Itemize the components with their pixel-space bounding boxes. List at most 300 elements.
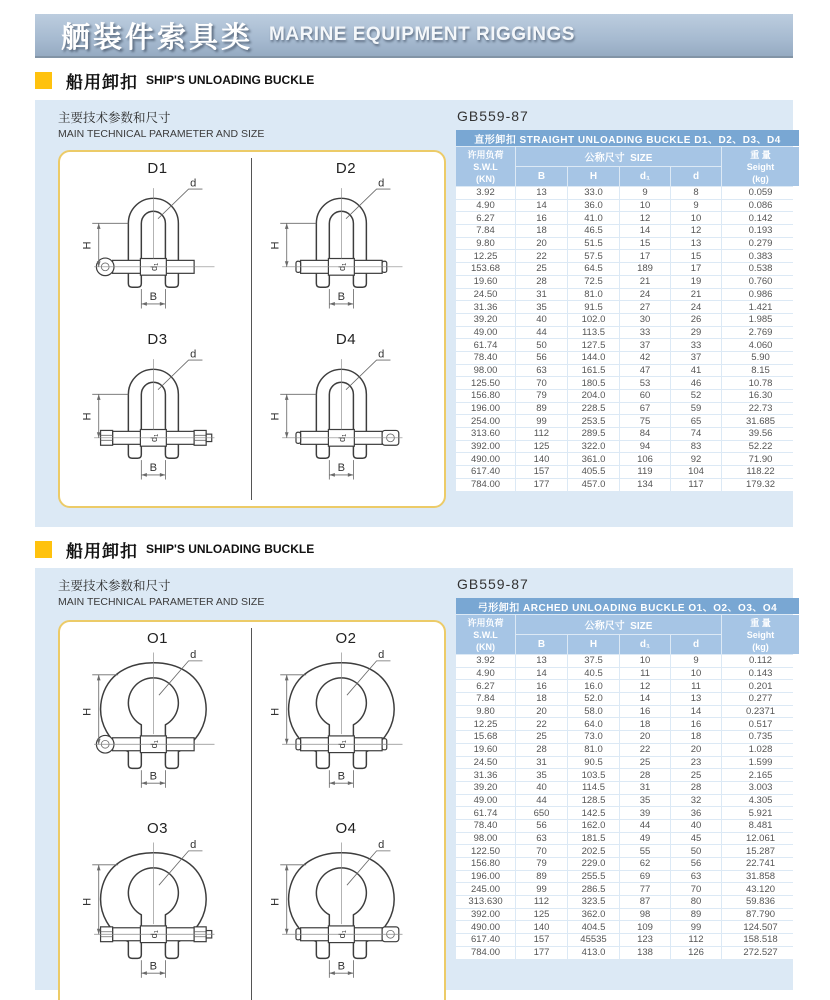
table-cell: 10 xyxy=(671,212,721,224)
table-cell: 31.36 xyxy=(456,301,515,313)
table-cell: 140 xyxy=(516,921,567,933)
table-cell: 50 xyxy=(516,339,567,351)
table-cell: 99 xyxy=(671,921,721,933)
diagram-label: O1 xyxy=(146,630,168,647)
dim-label-d1: d₁ xyxy=(148,262,159,271)
table-cell: 28 xyxy=(620,769,670,781)
table-cell: 144.0 xyxy=(568,352,619,364)
table-cell: 16 xyxy=(671,718,721,730)
table-cell: 27 xyxy=(620,301,670,313)
table-cell: 9 xyxy=(671,655,721,667)
table-cell: 15.287 xyxy=(722,845,799,857)
table-cell: 5.90 xyxy=(722,352,799,364)
table-row xyxy=(456,896,799,908)
section-title-en: SHIP'S UNLOADING BUCKLE xyxy=(146,73,315,87)
table-cell: 189 xyxy=(620,263,670,275)
diagram-cell-d2 xyxy=(252,158,440,329)
table-cell: 31 xyxy=(516,757,567,769)
table-cell: 490.00 xyxy=(456,453,515,465)
table-title: 弓形卸扣 ARCHED UNLOADING BUCKLE O1、O2、O3、O4 xyxy=(456,598,799,614)
table-cell: 0.735 xyxy=(722,731,799,743)
col-header-size: 公称尺寸 SIZE xyxy=(516,615,721,634)
col-header-weight: 重 量 Seight (kg) xyxy=(722,147,799,186)
table-cell: 28 xyxy=(671,782,721,794)
table-cell: 123 xyxy=(620,934,670,946)
table-cell: 20 xyxy=(516,238,567,250)
section-heading-1 xyxy=(35,68,314,92)
table-cell: 289.5 xyxy=(568,428,619,440)
dim-label-b: B xyxy=(337,462,346,475)
table-cell: 3.92 xyxy=(456,187,515,199)
col-header-swl: 许用负荷 S.W.L (KN) xyxy=(456,615,515,654)
table-cell: 37.5 xyxy=(568,655,619,667)
section-panel-2 xyxy=(35,568,793,990)
table-cell: 14 xyxy=(620,693,670,705)
table-cell: 0.517 xyxy=(722,718,799,730)
diagram-cell-o1 xyxy=(64,628,252,818)
table-cell: 11 xyxy=(620,668,670,680)
table-cell: 63 xyxy=(671,871,721,883)
table-cell: 63 xyxy=(516,833,567,845)
table-cell: 71.90 xyxy=(722,453,799,465)
table-cell: 17 xyxy=(671,263,721,275)
dim-label-d1: d₁ xyxy=(337,262,348,271)
table-cell: 20 xyxy=(671,744,721,756)
table-cell: 14 xyxy=(620,225,670,237)
table-cell: 4.060 xyxy=(722,339,799,351)
table-cell: 4.90 xyxy=(456,200,515,212)
table-cell: 404.5 xyxy=(568,921,619,933)
table-cell: 52.22 xyxy=(722,441,799,453)
table-cell: 153.68 xyxy=(456,263,515,275)
table-cell: 0.142 xyxy=(722,212,799,224)
col-header-h: H xyxy=(568,167,619,186)
table-cell: 18 xyxy=(516,225,567,237)
table-cell: 8.15 xyxy=(722,365,799,377)
table-cell: 0.193 xyxy=(722,225,799,237)
table-cell: 106 xyxy=(620,453,670,465)
table-cell: 102.0 xyxy=(568,314,619,326)
table-cell: 51.5 xyxy=(568,238,619,250)
table-cell: 127.5 xyxy=(568,339,619,351)
table-cell: 50 xyxy=(671,845,721,857)
table-cell: 24.50 xyxy=(456,289,515,301)
table-cell: 61.74 xyxy=(456,807,515,819)
diagram-box-straight xyxy=(58,150,446,508)
dim-label-d: d xyxy=(189,177,196,190)
table-cell: 313.60 xyxy=(456,428,515,440)
table-cell: 33 xyxy=(671,339,721,351)
table-cell: 29 xyxy=(671,327,721,339)
table-cell: 0.059 xyxy=(722,187,799,199)
dim-label-b: B xyxy=(337,960,346,973)
table-cell: 114.5 xyxy=(568,782,619,794)
table-cell: 18 xyxy=(516,693,567,705)
table-cell: 40 xyxy=(516,314,567,326)
table-row xyxy=(456,428,799,440)
table-cell: 91.5 xyxy=(568,301,619,313)
table-cell: 81.0 xyxy=(568,289,619,301)
table-cell: 46 xyxy=(671,377,721,389)
table-cell: 784.00 xyxy=(456,947,515,959)
table-row xyxy=(456,238,799,250)
o-shackle-drawing xyxy=(70,837,246,985)
table-cell: 4.305 xyxy=(722,795,799,807)
table-cell: 14 xyxy=(516,200,567,212)
table-cell: 84 xyxy=(620,428,670,440)
table-cell: 156.80 xyxy=(456,390,515,402)
table-cell: 36 xyxy=(671,807,721,819)
table-body xyxy=(456,187,799,491)
table-row xyxy=(456,263,799,275)
table-cell: 0.538 xyxy=(722,263,799,275)
table-cell: 70 xyxy=(516,377,567,389)
table-cell: 119 xyxy=(620,466,670,478)
table-cell: 22.741 xyxy=(722,858,799,870)
table-cell: 1.028 xyxy=(722,744,799,756)
diagram-label: D3 xyxy=(147,331,168,348)
diagram-box-arched xyxy=(58,620,446,1000)
table-cell: 650 xyxy=(516,807,567,819)
diagram-cell-d3 xyxy=(64,329,252,500)
table-cell: 90.5 xyxy=(568,757,619,769)
diagram-cell-d1 xyxy=(64,158,252,329)
table-cell: 162.0 xyxy=(568,820,619,832)
dim-label-d: d xyxy=(189,839,196,852)
table-cell: 157 xyxy=(516,934,567,946)
table-cell: 113.5 xyxy=(568,327,619,339)
table-cell: 229.0 xyxy=(568,858,619,870)
table-row xyxy=(456,276,799,288)
table-cell: 12 xyxy=(671,225,721,237)
dim-label-d: d xyxy=(378,839,385,852)
table-cell: 253.5 xyxy=(568,415,619,427)
table-cell: 16.0 xyxy=(568,680,619,692)
table-cell: 56 xyxy=(516,820,567,832)
table-cell: 75 xyxy=(620,415,670,427)
table-cell: 56 xyxy=(671,858,721,870)
table-row xyxy=(456,934,799,946)
table-cell: 28 xyxy=(516,744,567,756)
table-cell: 179.32 xyxy=(722,479,799,491)
table-cell: 392.00 xyxy=(456,909,515,921)
table-cell: 79 xyxy=(516,390,567,402)
table-cell: 10.78 xyxy=(722,377,799,389)
dim-label-d1: d₁ xyxy=(148,740,159,749)
table-cell: 161.5 xyxy=(568,365,619,377)
dim-label-d: d xyxy=(378,348,385,361)
diagram-label: D1 xyxy=(147,160,168,177)
table-cell: 22 xyxy=(620,744,670,756)
table-row xyxy=(456,744,799,756)
table-cell: 26 xyxy=(671,314,721,326)
diagram-label: O2 xyxy=(335,630,357,647)
table-cell: 58.0 xyxy=(568,706,619,718)
table-cell: 16 xyxy=(620,706,670,718)
table-cell: 118.22 xyxy=(722,466,799,478)
table-row xyxy=(456,339,799,351)
table-cell: 44 xyxy=(620,820,670,832)
table-cell: 20 xyxy=(620,731,670,743)
table-cell: 196.00 xyxy=(456,403,515,415)
parameter-label-en: MAIN TECHNICAL PARAMETER AND SIZE xyxy=(58,596,265,609)
table-cell: 490.00 xyxy=(456,921,515,933)
table-cell: 43.120 xyxy=(722,883,799,895)
o-shackle-drawing xyxy=(258,647,434,795)
table-cell: 1.985 xyxy=(722,314,799,326)
spec-table-straight xyxy=(455,129,800,492)
table-cell: 413.0 xyxy=(568,947,619,959)
dim-label-h: H xyxy=(80,897,93,906)
table-cell: 42 xyxy=(620,352,670,364)
diagram-cell-o3 xyxy=(64,818,252,1000)
table-cell: 204.0 xyxy=(568,390,619,402)
table-row xyxy=(456,301,799,313)
table-row xyxy=(456,365,799,377)
table-row xyxy=(456,858,799,870)
table-cell: 125.50 xyxy=(456,377,515,389)
table-cell: 180.5 xyxy=(568,377,619,389)
table-cell: 35 xyxy=(620,795,670,807)
d-shackle-drawing xyxy=(258,348,434,487)
section-heading-2 xyxy=(35,537,314,561)
table-cell: 784.00 xyxy=(456,479,515,491)
table-row xyxy=(456,947,799,959)
table-cell: 32 xyxy=(671,795,721,807)
col-header-b: B xyxy=(516,635,567,654)
table-cell: 36.0 xyxy=(568,200,619,212)
table-cell: 23 xyxy=(671,757,721,769)
table-cell: 78.40 xyxy=(456,352,515,364)
standard-label: GB559-87 xyxy=(457,108,529,124)
table-cell: 12 xyxy=(620,680,670,692)
table-cell: 16 xyxy=(516,212,567,224)
table-cell: 83 xyxy=(671,441,721,453)
table-cell: 117 xyxy=(671,479,721,491)
table-cell: 45535 xyxy=(568,934,619,946)
section-panel-1 xyxy=(35,100,793,527)
standard-label: GB559-87 xyxy=(457,576,529,592)
table-cell: 202.5 xyxy=(568,845,619,857)
table-cell: 25 xyxy=(516,731,567,743)
table-cell: 122.50 xyxy=(456,845,515,857)
table-cell: 49 xyxy=(620,833,670,845)
dim-label-b: B xyxy=(337,770,346,783)
col-header-swl: 许用负荷 S.W.L (KN) xyxy=(456,147,515,186)
table-row xyxy=(456,883,799,895)
table-cell: 12.25 xyxy=(456,718,515,730)
dim-label-d: d xyxy=(378,649,385,662)
table-cell: 19.60 xyxy=(456,744,515,756)
table-cell: 2.165 xyxy=(722,769,799,781)
table-cell: 0.112 xyxy=(722,655,799,667)
table-cell: 98.00 xyxy=(456,365,515,377)
table-cell: 272.527 xyxy=(722,947,799,959)
table-cell: 30 xyxy=(620,314,670,326)
table-cell: 177 xyxy=(516,947,567,959)
table-cell: 35 xyxy=(516,301,567,313)
table-cell: 1.599 xyxy=(722,757,799,769)
table-cell: 5.921 xyxy=(722,807,799,819)
table-cell: 15 xyxy=(620,238,670,250)
table-cell: 128.5 xyxy=(568,795,619,807)
table-cell: 323.5 xyxy=(568,896,619,908)
table-cell: 156.80 xyxy=(456,858,515,870)
table-cell: 0.986 xyxy=(722,289,799,301)
banner-title-zh: 舾装件索具类 xyxy=(61,21,254,54)
table-cell: 1.421 xyxy=(722,301,799,313)
table-cell: 9 xyxy=(620,187,670,199)
table-cell: 0.760 xyxy=(722,276,799,288)
table-cell: 44 xyxy=(516,795,567,807)
table-cell: 37 xyxy=(671,352,721,364)
yellow-square-icon xyxy=(35,541,52,558)
table-row xyxy=(456,403,799,415)
table-row xyxy=(456,807,799,819)
dim-label-b: B xyxy=(149,462,157,475)
table-cell: 60 xyxy=(620,390,670,402)
table-cell: 157 xyxy=(516,466,567,478)
table-cell: 112 xyxy=(516,428,567,440)
table-cell: 125 xyxy=(516,441,567,453)
table-cell: 87 xyxy=(620,896,670,908)
table-cell: 4.90 xyxy=(456,668,515,680)
table-cell: 362.0 xyxy=(568,909,619,921)
table-cell: 69 xyxy=(620,871,670,883)
table-row xyxy=(456,820,799,832)
table-cell: 39.20 xyxy=(456,782,515,794)
table-cell: 55 xyxy=(620,845,670,857)
table-cell: 40 xyxy=(671,820,721,832)
table-row xyxy=(456,782,799,794)
table-cell: 10 xyxy=(620,655,670,667)
table-cell: 17 xyxy=(620,250,670,262)
d-shackle-drawing xyxy=(70,348,246,487)
table-cell: 46.5 xyxy=(568,225,619,237)
table-row xyxy=(456,225,799,237)
table-cell: 3.92 xyxy=(456,655,515,667)
dim-label-h: H xyxy=(80,707,93,716)
table-row xyxy=(456,441,799,453)
parameter-label-en: MAIN TECHNICAL PARAMETER AND SIZE xyxy=(58,128,265,141)
dim-label-d: d xyxy=(189,348,196,361)
col-header-d1: d₁ xyxy=(620,167,670,186)
table-row xyxy=(456,680,799,692)
table-cell: 126 xyxy=(671,947,721,959)
table-cell: 405.5 xyxy=(568,466,619,478)
section-title-zh: 船用卸扣 xyxy=(66,541,138,561)
table-row xyxy=(456,909,799,921)
table-cell: 361.0 xyxy=(568,453,619,465)
col-header-weight: 重 量 Seight (kg) xyxy=(722,615,799,654)
table-cell: 24 xyxy=(671,301,721,313)
table-cell: 13 xyxy=(671,238,721,250)
table-row xyxy=(456,352,799,364)
table-cell: 12.061 xyxy=(722,833,799,845)
table-cell: 142.5 xyxy=(568,807,619,819)
table-cell: 21 xyxy=(620,276,670,288)
page-banner xyxy=(35,14,793,58)
table-cell: 196.00 xyxy=(456,871,515,883)
spec-table-arched xyxy=(455,597,800,960)
table-cell: 22 xyxy=(516,250,567,262)
table-cell: 9.80 xyxy=(456,706,515,718)
table-cell: 56 xyxy=(516,352,567,364)
col-header-size: 公称尺寸 SIZE xyxy=(516,147,721,166)
table-cell: 7.84 xyxy=(456,693,515,705)
table-cell: 3.003 xyxy=(722,782,799,794)
table-cell: 9.80 xyxy=(456,238,515,250)
table-cell: 392.00 xyxy=(456,441,515,453)
table-cell: 617.40 xyxy=(456,934,515,946)
table-cell: 22 xyxy=(516,718,567,730)
table-cell: 59 xyxy=(671,403,721,415)
table-cell: 6.27 xyxy=(456,680,515,692)
table-cell: 19 xyxy=(671,276,721,288)
table-cell: 7.84 xyxy=(456,225,515,237)
table-cell: 134 xyxy=(620,479,670,491)
dim-label-h: H xyxy=(269,412,282,421)
table-cell: 13 xyxy=(671,693,721,705)
table-cell: 228.5 xyxy=(568,403,619,415)
table-row xyxy=(456,390,799,402)
table-cell: 21 xyxy=(671,289,721,301)
table-cell: 12 xyxy=(620,212,670,224)
table-cell: 63 xyxy=(516,365,567,377)
table-cell: 99 xyxy=(516,883,567,895)
table-cell: 31.858 xyxy=(722,871,799,883)
table-cell: 53 xyxy=(620,377,670,389)
dim-label-b: B xyxy=(149,291,157,304)
d-shackle-drawing xyxy=(258,177,434,316)
table-cell: 79 xyxy=(516,858,567,870)
table-cell: 33 xyxy=(620,327,670,339)
table-cell: 81.0 xyxy=(568,744,619,756)
parameter-label xyxy=(58,577,264,610)
table-cell: 52 xyxy=(671,390,721,402)
dim-label-h: H xyxy=(80,412,93,421)
diagram-cell-d4 xyxy=(252,329,440,500)
dim-label-b: B xyxy=(337,291,346,304)
table-cell: 8 xyxy=(671,187,721,199)
table-cell: 77 xyxy=(620,883,670,895)
table-cell: 109 xyxy=(620,921,670,933)
table-row xyxy=(456,693,799,705)
table-cell: 25 xyxy=(620,757,670,769)
table-cell: 70 xyxy=(516,845,567,857)
dim-label-d1: d₁ xyxy=(148,930,159,939)
table-cell: 25 xyxy=(516,263,567,275)
table-column-1 xyxy=(455,106,793,492)
table-cell: 40.5 xyxy=(568,668,619,680)
table-row xyxy=(456,187,799,199)
table-row xyxy=(456,769,799,781)
table-cell: 0.277 xyxy=(722,693,799,705)
table-cell: 31 xyxy=(516,289,567,301)
table-cell: 2.769 xyxy=(722,327,799,339)
d-shackle-drawing xyxy=(70,177,246,316)
table-row xyxy=(456,706,799,718)
table-cell: 14 xyxy=(516,668,567,680)
table-cell: 41 xyxy=(671,365,721,377)
table-cell: 457.0 xyxy=(568,479,619,491)
o-shackle-drawing xyxy=(70,647,246,795)
table-cell: 10 xyxy=(620,200,670,212)
table-cell: 20 xyxy=(516,706,567,718)
table-cell: 0.143 xyxy=(722,668,799,680)
dim-label-b: B xyxy=(149,960,157,973)
col-header-d1: d₁ xyxy=(620,635,670,654)
